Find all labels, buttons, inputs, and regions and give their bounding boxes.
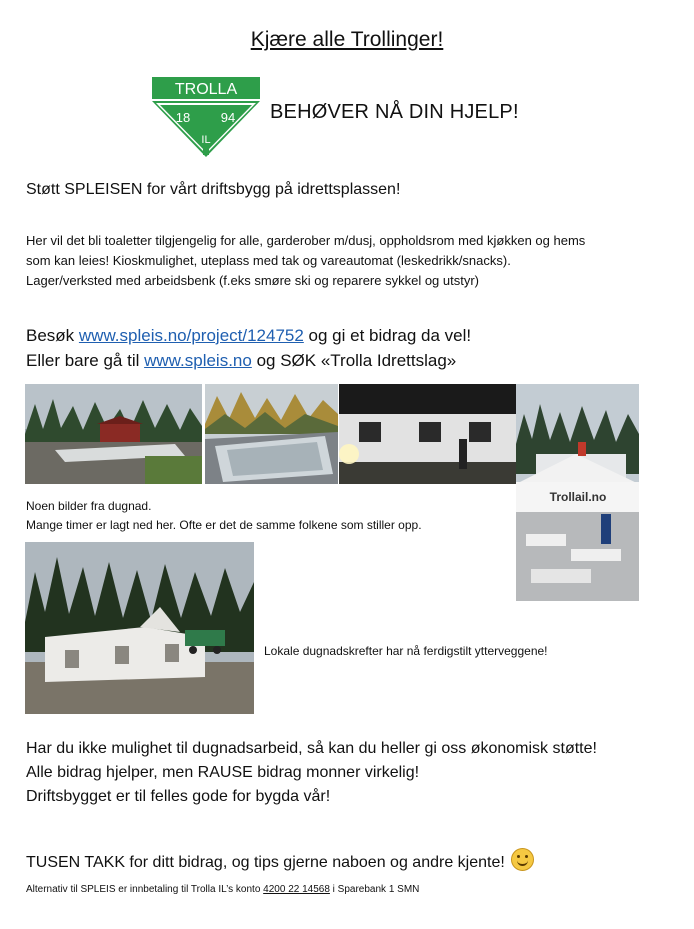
thanks-text: TUSEN TAKK for ditt bidrag, og tips gjerne naboen og andre kjente! bbox=[26, 854, 505, 871]
support-line: Har du ikke mulighet til dugnadsarbeid, så kan du heller gi oss økonomisk støtte! bbox=[26, 740, 597, 757]
caption-line: Noen bilder fra dugnad. bbox=[26, 499, 152, 513]
footer-suffix: i Sparebank 1 SMN bbox=[329, 884, 420, 895]
visit-suffix: og gi et bidrag da vel! bbox=[303, 326, 472, 345]
spleis-project-link[interactable]: www.spleis.no/project/124752 bbox=[78, 326, 304, 345]
photo-foundation-shed bbox=[25, 384, 202, 484]
photo-night-building bbox=[339, 384, 516, 484]
visit-prefix: Eller bare gå til bbox=[26, 351, 145, 370]
account-number: 4200 22 14568 bbox=[263, 884, 330, 895]
visit-line-2 bbox=[26, 348, 471, 373]
support-line: Driftsbygget er til felles gode for bygda vår! bbox=[26, 788, 331, 805]
visit-line-1 bbox=[26, 323, 471, 348]
logo-initials: IL bbox=[201, 134, 211, 146]
description-line: Her vil det bli toaletter tilgjengelig for alle, garderober m/dusj, oppholdsrom med kjøkken og hems bbox=[26, 233, 586, 248]
page-title: Kjære alle Trollinger! bbox=[250, 28, 444, 51]
visit-block bbox=[26, 323, 471, 373]
lead-text: Støtt SPLEISEN for vårt driftsbygg på idrettsplassen! bbox=[26, 181, 401, 198]
tent-sign-text: Trollail.no bbox=[549, 490, 607, 504]
logo-year-right: 94 bbox=[220, 110, 236, 125]
logo-name: TROLLA bbox=[174, 81, 238, 98]
footer-prefix: Alternativ til SPLEIS er innbetaling til Trolla IL’s konto bbox=[26, 884, 264, 895]
photo-caption-walls: Lokale dugnadskrefter har nå ferdigstilt ytterveggene! bbox=[264, 644, 548, 658]
logo-year-left: 18 bbox=[175, 110, 191, 125]
description-line: som kan leies! Kioskmulighet, uteplass med tak og vareautomat (leskedrikk/snacks). bbox=[26, 253, 511, 268]
photo-concrete-slab bbox=[205, 384, 338, 484]
photo-walls-complete bbox=[25, 542, 254, 714]
description bbox=[26, 231, 686, 291]
trolla-logo bbox=[152, 77, 260, 157]
photo-tent-construction bbox=[516, 384, 639, 601]
spleis-home-link[interactable]: www.spleis.no bbox=[144, 351, 252, 370]
photo-caption bbox=[26, 497, 422, 535]
visit-suffix: og SØK «Trolla Idrettslag» bbox=[251, 351, 457, 370]
thanks-line bbox=[26, 848, 534, 872]
visit-prefix: Besøk bbox=[26, 326, 79, 345]
description-line: Lager/verksted med arbeidsbenk (f.eks smøre ski og reparere sykkel og utstyr) bbox=[26, 273, 480, 288]
smiley-icon bbox=[511, 848, 534, 871]
caption-line: Mange timer er lagt ned her. Ofte er det de samme folkene som stiller opp. bbox=[26, 518, 422, 532]
support-block bbox=[26, 737, 597, 809]
headline: BEHØVER NÅ DIN HJELP! bbox=[270, 101, 519, 123]
support-line: Alle bidrag hjelper, men RAUSE bidrag monner virkelig! bbox=[26, 764, 420, 781]
footer-note bbox=[26, 884, 419, 895]
